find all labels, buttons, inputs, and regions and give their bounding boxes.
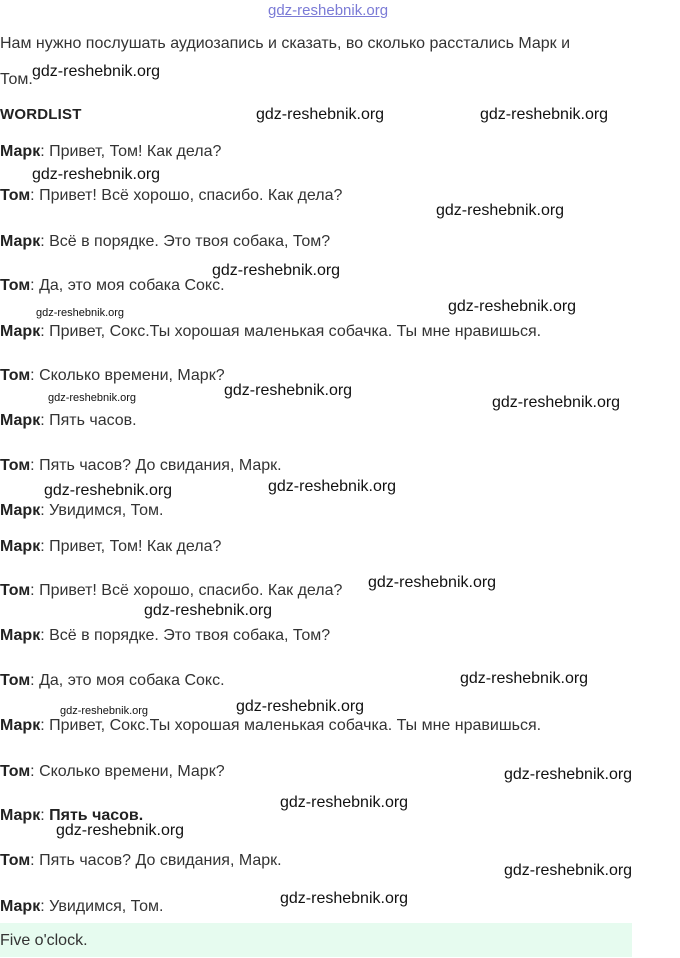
dialogue-line xyxy=(0,897,164,917)
line-text: : Привет, Сокс.Ты хорошая маленькая собачка. Ты мне нравишься. xyxy=(40,323,542,340)
intro-line-1: Нам нужно послушать аудиозапись и сказать, во сколько расстались Марк и xyxy=(0,35,571,52)
line-text: : Пять часов? До свидания, Марк. xyxy=(30,852,282,869)
watermark-link[interactable]: gdz-reshebnik.org xyxy=(268,2,389,19)
watermark: gdz-reshebnik.org xyxy=(48,392,137,404)
speaker-name: Марк xyxy=(0,143,41,160)
dialogue-line xyxy=(0,537,221,557)
line-text: : Пять часов. xyxy=(40,412,137,429)
watermark: gdz-reshebnik.org xyxy=(60,705,149,717)
speaker-name: Том xyxy=(0,277,31,294)
watermark: gdz-reshebnik.org xyxy=(480,106,609,123)
dialogue-line xyxy=(0,322,541,342)
speaker-name: Том xyxy=(0,187,31,204)
dialogue-line xyxy=(0,671,225,691)
watermark: gdz-reshebnik.org xyxy=(32,166,161,183)
line-text: : Увидимся, Том. xyxy=(40,502,164,519)
line-text: : Привет, Сокс.Ты хорошая маленькая собачка. Ты мне нравишься. xyxy=(40,717,542,734)
line-text: : Всё в порядке. Это твоя собака, Том? xyxy=(40,233,331,250)
watermark: gdz-reshebnik.org xyxy=(56,822,185,839)
dialogue-line xyxy=(0,411,137,431)
speaker-name: Том xyxy=(0,367,31,384)
speaker-name: Марк xyxy=(0,233,41,250)
highlighted-answer: Пять часов. xyxy=(49,807,144,824)
dialogue-line xyxy=(0,581,342,601)
line-text: : Сколько времени, Марк? xyxy=(30,367,225,384)
speaker-name: Марк xyxy=(0,412,41,429)
watermark: gdz-reshebnik.org xyxy=(280,794,409,811)
dialogue-line xyxy=(0,716,541,736)
line-text: : Да, это моя собака Сокс. xyxy=(30,672,225,689)
watermark: gdz-reshebnik.org xyxy=(448,298,577,315)
line-text: : Привет! Всё хорошо, спасибо. Как дела? xyxy=(30,582,343,599)
speaker-name: Том xyxy=(0,672,31,689)
watermark: gdz-reshebnik.org xyxy=(36,307,125,319)
speaker-name: Марк xyxy=(0,807,41,824)
speaker-name: Марк xyxy=(0,627,41,644)
watermark: gdz-reshebnik.org xyxy=(224,382,353,399)
wordlist-heading: WORDLIST xyxy=(0,106,82,123)
dialogue-line xyxy=(0,276,225,296)
speaker-name: Том xyxy=(0,457,31,474)
watermark: gdz-reshebnik.org xyxy=(436,202,565,219)
watermark: gdz-reshebnik.org xyxy=(44,482,173,499)
answer-box xyxy=(0,923,632,957)
dialogue-line xyxy=(0,232,330,252)
watermark: gdz-reshebnik.org xyxy=(236,698,365,715)
answer-text: Five o'clock. xyxy=(0,932,88,949)
speaker-name: Том xyxy=(0,763,31,780)
watermark: gdz-reshebnik.org xyxy=(368,574,497,591)
dialogue-line xyxy=(0,762,225,782)
watermark: gdz-reshebnik.org xyxy=(32,63,161,80)
watermark: gdz-reshebnik.org xyxy=(504,766,633,783)
watermark: gdz-reshebnik.org xyxy=(144,602,273,619)
speaker-name: Том xyxy=(0,852,31,869)
watermark: gdz-reshebnik.org xyxy=(504,862,633,879)
line-text: : Пять часов? До свидания, Марк. xyxy=(30,457,282,474)
speaker-name: Марк xyxy=(0,898,41,915)
dialogue-line xyxy=(0,626,330,646)
line-text: : xyxy=(40,807,45,824)
line-text: : Да, это моя собака Сокс. xyxy=(30,277,225,294)
watermark: gdz-reshebnik.org xyxy=(268,478,397,495)
line-text: : Сколько времени, Марк? xyxy=(30,763,225,780)
line-text: : Всё в порядке. Это твоя собака, Том? xyxy=(40,627,331,644)
speaker-name: Марк xyxy=(0,323,41,340)
watermark: gdz-reshebnik.org xyxy=(460,670,589,687)
dialogue-line xyxy=(0,142,221,162)
speaker-name: Марк xyxy=(0,502,41,519)
dialogue-line xyxy=(0,851,282,871)
watermark: gdz-reshebnik.org xyxy=(280,890,409,907)
line-text: : Увидимся, Том. xyxy=(40,898,164,915)
speaker-name: Марк xyxy=(0,538,41,555)
line-text: : Привет, Том! Как дела? xyxy=(40,143,222,160)
watermark: gdz-reshebnik.org xyxy=(492,394,621,411)
intro-line-2: Том. xyxy=(0,71,33,88)
line-text: : Привет, Том! Как дела? xyxy=(40,538,222,555)
speaker-name: Марк xyxy=(0,717,41,734)
line-text: : Привет! Всё хорошо, спасибо. Как дела? xyxy=(30,187,343,204)
dialogue-line xyxy=(0,456,282,476)
dialogue-line xyxy=(0,366,225,386)
speaker-name: Том xyxy=(0,582,31,599)
dialogue-line xyxy=(0,186,342,206)
dialogue-line xyxy=(0,501,164,521)
watermark: gdz-reshebnik.org xyxy=(256,106,385,123)
watermark: gdz-reshebnik.org xyxy=(212,262,341,279)
